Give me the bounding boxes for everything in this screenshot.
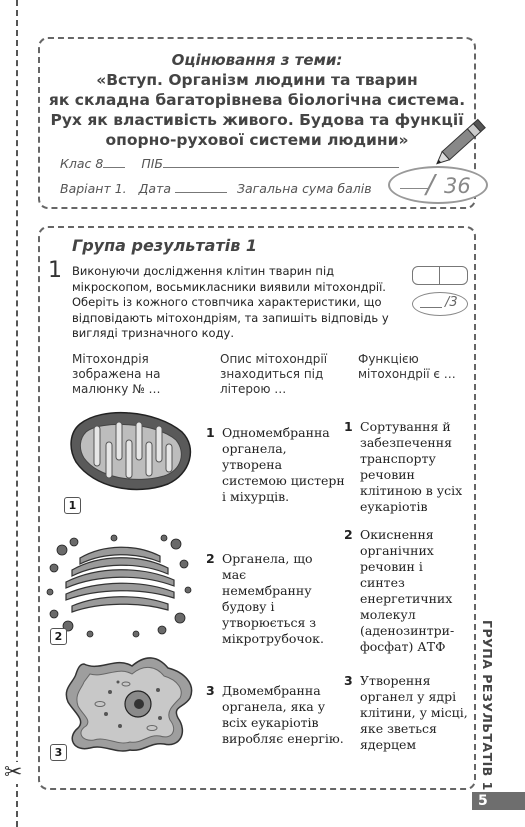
task-points-oval: /3 <box>412 292 468 316</box>
column-header-descriptions: Опис мітохондрії знаходиться під літерою … <box>220 352 328 396</box>
scissors-icon: ✂ <box>4 760 23 785</box>
total-score-oval[interactable] <box>388 166 488 204</box>
picture-number-3: 3 <box>50 744 67 761</box>
score-slash: / <box>426 170 435 200</box>
total-max: 36 <box>444 174 471 198</box>
topic-line: Рух як властивість живого. Будова та функції <box>50 111 464 129</box>
class-row <box>60 155 399 171</box>
date-label: Дата <box>138 181 172 196</box>
score-line <box>400 188 428 189</box>
assessment-label: Оцінювання з теми: <box>171 51 343 69</box>
cell-with-nucleus-image <box>60 652 198 756</box>
picture-number-2: 2 <box>50 628 67 645</box>
description-item-2: 2 Органела, що має немембранну будову і утворюється з мікротрубочок. <box>206 551 324 646</box>
group-title: Група результатів 1 <box>72 236 258 255</box>
name-label: ПІБ <box>141 156 163 171</box>
column-header-pictures: Мітохондрія зображена на малюнку № … <box>72 352 161 396</box>
task-number: 1 <box>48 258 62 283</box>
function-item-2: 2 Окиснення органічних речовин і синтез енергетичних молекул (аденозинтри-фосфат) АТФ <box>344 527 455 654</box>
topic-line: опорно-рухової системи людини» <box>105 131 409 149</box>
topic-line: «Вступ. Організм людини та тварин <box>96 71 418 89</box>
column-header-functions: Функцією мітохондрії є … <box>358 352 456 381</box>
golgi-apparatus-image <box>44 530 192 642</box>
function-item-1: 1 Сортування й забезпечення транспорту речовин клітиною в усіх еукаріотів <box>344 419 463 514</box>
variant-row <box>60 180 372 196</box>
group-side-label: ГРУПА РЕЗУЛЬТАТІВ 1 <box>480 620 495 791</box>
answer-code-box[interactable] <box>412 266 468 285</box>
topic-title <box>48 70 466 150</box>
task-points: 3 <box>449 295 458 310</box>
name-field[interactable] <box>163 155 399 168</box>
page-number: 5 <box>472 792 525 810</box>
picture-number-1: 1 <box>64 497 81 514</box>
cut-line <box>16 0 18 827</box>
mitochondrion-image <box>64 404 196 492</box>
topic-line: як складна багаторівнева біологічна система. <box>48 91 466 109</box>
class-field[interactable] <box>103 155 125 168</box>
description-item-3: 3 Двомембранна органела, яка у всіх еукаріотів виробляє енергію. <box>206 683 344 746</box>
function-item-3: 3 Утворення органел у ядрі клітини, у місці, яке зветься ядерцем <box>344 673 468 752</box>
class-label: Клас 8 <box>60 156 104 171</box>
total-label: Загальна сума балів <box>237 181 372 196</box>
variant-label: Варіант 1. <box>60 181 127 196</box>
date-field[interactable] <box>175 180 227 193</box>
task-text: Виконуючи дослідження клітин тварин під мікроскопом, восьмикласники виявили мітохондрії. Оберіть із кожного стовпчика характеристики, що відповідають мітохондріям, та запишіть відповідь у вигляді тризначного коду. <box>72 264 389 340</box>
description-item-1: 1 Одномембранна органела, утворена системою цистерн і міхурців. <box>206 425 345 504</box>
pencil-icon <box>436 112 492 168</box>
